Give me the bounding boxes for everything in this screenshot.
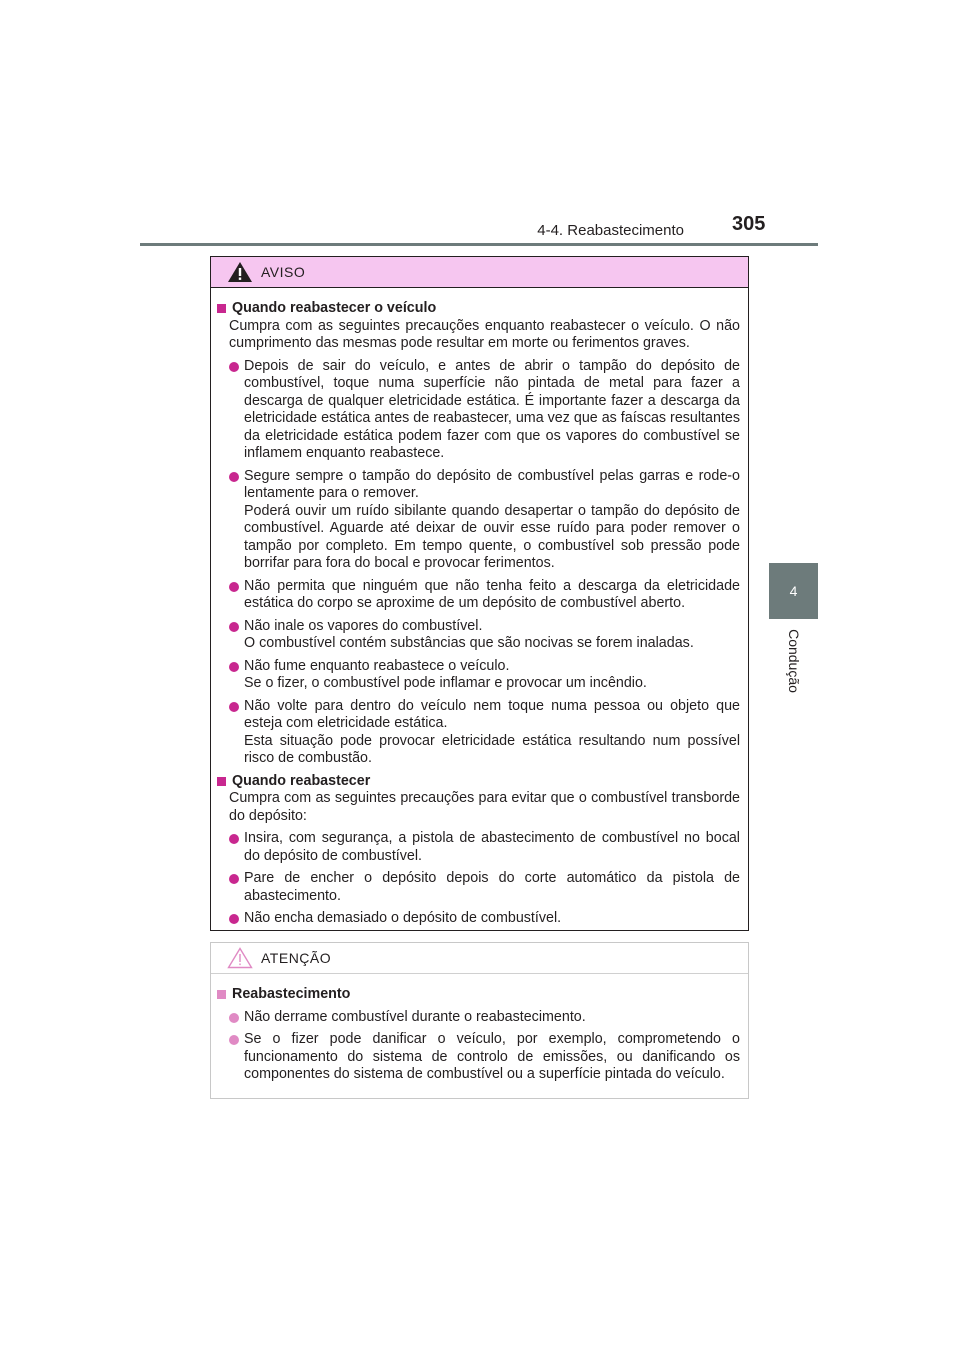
caution-icon xyxy=(227,947,253,969)
section-heading-text: Reabastecimento xyxy=(232,986,351,1002)
bullet-icon xyxy=(229,914,239,924)
bullet-icon xyxy=(229,662,239,672)
aviso-title: AVISO xyxy=(261,264,306,280)
atencao-title: ATENÇÃO xyxy=(261,950,332,966)
atencao-box xyxy=(210,942,749,1099)
list-item xyxy=(229,1009,740,1027)
section-heading-text: Quando reabastecer o veículo xyxy=(232,300,437,316)
square-bullet-icon xyxy=(217,777,226,786)
header-rule xyxy=(140,243,818,246)
atencao-header xyxy=(211,943,748,974)
section-intro: Cumpra com as seguintes precauções para evitar que o combustível transborde do depósito: xyxy=(229,790,740,824)
list-item-text: Não volte para dentro do veículo nem toque numa pessoa ou objeto que esteja com eletricidade estática. Esta situação pode provocar eletricidade estática resultando num possível risco de combustão. xyxy=(244,697,740,766)
chapter-label-text: Condução xyxy=(785,629,802,693)
warning-icon xyxy=(227,261,253,283)
square-bullet-icon xyxy=(217,304,226,313)
aviso-section-refuel-vehicle xyxy=(217,300,740,768)
chapter-number: 4 xyxy=(789,583,798,599)
list-item xyxy=(229,358,740,463)
list-item xyxy=(229,698,740,768)
list-item-text: Não derrame combustível durante o reabastecimento. xyxy=(244,1008,586,1025)
list-item xyxy=(229,1031,740,1084)
atencao-body xyxy=(211,974,748,1084)
aviso-box xyxy=(210,256,749,931)
list-item-text: Não fume enquanto reabastece o veículo. Se o fizer, o combustível pode inflamar e provocar um incêndio. xyxy=(244,657,647,691)
list-item xyxy=(229,910,740,928)
bullet-icon xyxy=(229,834,239,844)
list-item-text: Não inale os vapores do combustível. O combustível contém substâncias que são nocivas se forem inaladas. xyxy=(244,617,694,651)
section-heading xyxy=(217,300,740,318)
section-heading-text: Quando reabastecer xyxy=(232,772,371,789)
list-item-text: Segure sempre o tampão do depósito de combustível pelas garras e rode-o lentamente para o remover. Poderá ouvir um ruído sibilante quando desapertar o tampão do depósito de combustível. Aguarde até deixar de ouvir esse ruído para poder remover o tampão por completo. Em tempo quente, o combustível sob pressão pode borrifar para fora do bocal e provocar ferimentos. xyxy=(244,467,740,571)
square-bullet-icon xyxy=(217,990,226,999)
bullet-icon xyxy=(229,582,239,592)
bullet-icon xyxy=(229,702,239,712)
list-item xyxy=(229,578,740,613)
section-title: 4-4. Reabastecimento xyxy=(537,222,684,239)
list-item-text: Se o fizer pode danificar o veículo, por exemplo, comprometendo o funcionamento do sistema de controlo de emissões, ou danificando os componentes do sistema de combustível ou a superfície pintada do veículo. xyxy=(244,1031,740,1082)
atencao-section-refueling xyxy=(217,986,740,1084)
section-intro: Cumpra com as seguintes precauções enquanto reabastecer o veículo. O não cumprimento das mesmas pode resultar em morte ou ferimentos graves. xyxy=(229,317,740,351)
list-item xyxy=(229,658,740,693)
list-item-text: Não permita que ninguém que não tenha feito a descarga da eletricidade estática do corpo se aproxime de um depósito de combustível aberto. xyxy=(244,577,740,611)
list-item-text: Pare de encher o depósito depois do corte automático da pistola de abastecimento. xyxy=(244,870,740,904)
list-item xyxy=(229,468,740,573)
aviso-header xyxy=(211,257,748,288)
bullet-icon xyxy=(229,472,239,482)
bullet-icon xyxy=(229,1013,239,1023)
bullet-icon xyxy=(229,622,239,632)
list-item-text: Depois de sair do veículo, e antes de abrir o tampão do depósito de combustível, toque numa superfície não pintada de metal para fazer a descarga de qualquer eletricidade estática. É importante fazer a descarga da eletricidade estática antes de reabastecer, uma vez que as faíscas resultantes da eletricidade estática podem fazer com que os vapores do combustível se inflamem enquanto reabastece. xyxy=(244,357,740,461)
list-item xyxy=(229,870,740,905)
list-item-text: Não encha demasiado o depósito de combustível. xyxy=(244,910,562,926)
chapter-label xyxy=(759,618,829,704)
list-item-text: Insira, com segurança, a pistola de abastecimento de combustível no bocal do depósito de combustível. xyxy=(244,830,740,864)
aviso-body xyxy=(211,288,748,928)
list-item xyxy=(229,618,740,653)
bullet-icon xyxy=(229,1035,239,1045)
section-heading xyxy=(217,986,740,1004)
chapter-tab xyxy=(769,563,818,619)
bullet-icon xyxy=(229,874,239,884)
section-heading xyxy=(217,773,740,791)
aviso-section-when-refueling xyxy=(217,773,740,928)
bullet-icon xyxy=(229,362,239,372)
list-item xyxy=(229,830,740,865)
page-number: 305 xyxy=(732,213,766,235)
